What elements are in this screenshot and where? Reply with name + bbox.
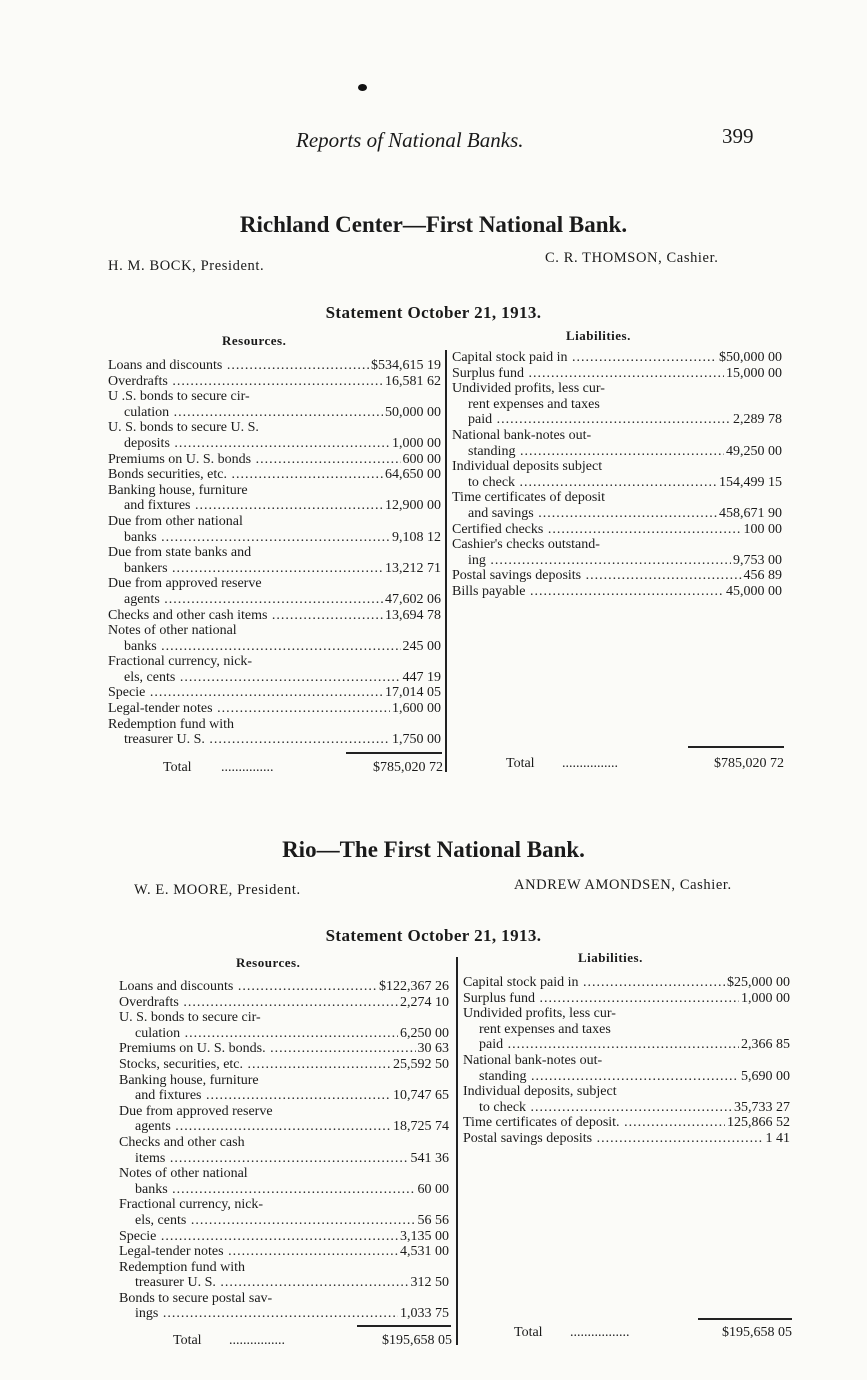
row-label-line: Cashier's checks outstand- xyxy=(452,537,600,553)
row-label-line: Due from approved reserve xyxy=(108,576,262,592)
row-label xyxy=(119,1041,449,1057)
row-label-line: Postal savings deposits ..... xyxy=(463,1131,790,1147)
president: H. M. BOCK, President. xyxy=(108,258,265,274)
ledger-row xyxy=(463,1006,790,1053)
row-amount: 5,690 00 xyxy=(741,1068,790,1084)
row-amount: 541 36 xyxy=(410,1150,449,1166)
row-label-line: treasurer U. S. ..... xyxy=(108,732,441,748)
row-amount: 49,250 00 xyxy=(726,443,782,459)
row-label-line: and fixtures ..... xyxy=(108,498,441,514)
total-label: Total xyxy=(173,1333,202,1348)
row-amount: 245 00 xyxy=(402,638,441,654)
row-label-line: Capital stock paid in ..... xyxy=(452,350,782,366)
row-label-line: Specie ..... xyxy=(108,685,441,701)
ledger-row xyxy=(463,1115,790,1131)
ledger-row xyxy=(452,584,782,600)
ledger-row xyxy=(108,389,441,420)
running-head: Reports of National Banks. xyxy=(296,128,524,152)
ledger-row xyxy=(463,1131,790,1147)
row-label-line: Individual deposits, subject xyxy=(463,1084,617,1100)
row-amount: 3,135 00 xyxy=(400,1228,449,1244)
row-label-line: and fixtures ..... xyxy=(119,1088,449,1104)
cashier: ANDREW AMONDSEN, Cashier. xyxy=(514,877,732,893)
ledger-row xyxy=(108,701,441,717)
row-label-line: ings ..... xyxy=(119,1306,449,1322)
row-label-line: paid ..... xyxy=(463,1037,790,1053)
total-rule xyxy=(357,1325,451,1327)
ledger-row xyxy=(119,1135,449,1166)
row-label-line: and savings ..... xyxy=(452,506,782,522)
ledger-row xyxy=(119,1041,449,1057)
row-label-line: Bonds securities, etc. ..... xyxy=(108,467,441,483)
row-amount: 458,671 90 xyxy=(719,505,782,521)
row-label-line: Loans and discounts ..... xyxy=(108,358,441,374)
row-amount: 9,108 12 xyxy=(392,529,441,545)
row-amount: 456 89 xyxy=(743,568,782,584)
row-amount: 154,499 15 xyxy=(719,474,782,490)
row-label-line: National bank-notes out- xyxy=(463,1052,603,1068)
row-label-line: Stocks, securities, etc. ..... xyxy=(119,1057,449,1073)
row-label xyxy=(119,1197,449,1228)
row-label-line: U. S. bonds to secure U. S. xyxy=(108,420,259,436)
total-amount: $195,658 05 xyxy=(722,1325,792,1340)
page-number: 399 xyxy=(722,124,754,148)
row-label-line: Banking house, furniture xyxy=(119,1072,259,1088)
row-amount: 15,000 00 xyxy=(726,365,782,381)
ledger-row xyxy=(119,1197,449,1228)
ledger-row xyxy=(108,717,441,748)
row-label xyxy=(108,654,441,685)
row-label-line: banks ..... xyxy=(119,1182,449,1198)
row-amount: 13,694 78 xyxy=(385,607,441,623)
row-amount: 447 19 xyxy=(402,669,441,685)
row-label-line: treasurer U. S. ..... xyxy=(119,1275,449,1291)
row-label-line: deposits ..... xyxy=(108,436,441,452)
ledger-row xyxy=(463,991,790,1007)
bank-title: Richland Center—First National Bank. xyxy=(239,212,628,237)
ink-dot xyxy=(358,84,367,91)
row-amount: 18,725 74 xyxy=(393,1119,449,1135)
ledger-row xyxy=(119,1229,449,1245)
ledger-row xyxy=(119,1057,449,1073)
ledger-row xyxy=(119,995,449,1011)
row-label xyxy=(452,522,782,538)
total-amount: $785,020 72 xyxy=(373,760,443,775)
row-amount: 2,289 78 xyxy=(733,412,782,428)
row-amount: 1,000 00 xyxy=(741,990,790,1006)
ledger-row xyxy=(452,568,782,584)
ledger-row xyxy=(463,1053,790,1084)
row-label-line: Notes of other national xyxy=(119,1166,248,1182)
row-amount: 30 63 xyxy=(417,1041,449,1057)
row-amount: 45,000 00 xyxy=(726,583,782,599)
row-amount: 1,033 75 xyxy=(400,1306,449,1322)
row-label-line: Premiums on U. S. bonds ..... xyxy=(108,452,441,468)
row-label-line: culation ..... xyxy=(108,405,441,421)
row-label-line: Legal-tender notes ..... xyxy=(119,1244,449,1260)
ledger-row xyxy=(463,975,790,991)
row-label-line: rent expenses and taxes xyxy=(468,396,600,412)
resources-list xyxy=(108,358,441,748)
ledger-row xyxy=(452,459,782,490)
row-label-line: National bank-notes out- xyxy=(452,427,592,443)
row-label-line: Postal savings deposits ..... xyxy=(452,568,782,584)
row-amount: 4,531 00 xyxy=(400,1244,449,1260)
row-label xyxy=(452,568,782,584)
president: W. E. MOORE, President. xyxy=(134,882,301,898)
ledger-row xyxy=(108,358,441,374)
total-amount: $785,020 72 xyxy=(714,756,784,771)
resources-total: Total ............... $785,020 72 xyxy=(163,760,443,775)
row-label-line: Time certificates of deposit xyxy=(452,490,606,506)
ledger-row xyxy=(108,467,441,483)
row-label-line: standing ..... xyxy=(463,1069,790,1085)
row-label-line: Redemption fund with xyxy=(108,716,234,732)
row-label-line: ing ..... xyxy=(452,553,782,569)
liabilities-heading: Liabilities. xyxy=(566,328,631,343)
ledger-row xyxy=(108,685,441,701)
row-label-line: banks ..... xyxy=(108,530,441,546)
row-label-line: Overdrafts ..... xyxy=(119,995,449,1011)
row-amount: 600 00 xyxy=(402,451,441,467)
ledger-row xyxy=(108,514,441,545)
row-label-line: standing ..... xyxy=(452,444,782,460)
ledger-row xyxy=(452,366,782,382)
ledger-row xyxy=(108,420,441,451)
ledger-row xyxy=(108,654,441,685)
ledger-row xyxy=(452,381,782,428)
ledger-row xyxy=(452,428,782,459)
row-amount: 6,250 00 xyxy=(400,1025,449,1041)
total-amount: $195,658 05 xyxy=(382,1333,452,1348)
row-label xyxy=(108,623,441,654)
ledger-row xyxy=(108,483,441,514)
row-label-line: Premiums on U. S. bonds. ..... xyxy=(119,1041,449,1057)
row-label-line: Banking house, furniture xyxy=(108,482,248,498)
row-label-line: paid ..... xyxy=(452,412,782,428)
row-label-line: Certified checks ..... xyxy=(452,522,782,538)
row-label-line: Due from other national xyxy=(108,513,243,529)
row-label xyxy=(463,1131,790,1147)
total-rule xyxy=(688,746,784,748)
row-label xyxy=(108,452,441,468)
ledger-row xyxy=(463,1084,790,1115)
total-rule xyxy=(346,752,442,754)
row-label-line: culation ..... xyxy=(119,1026,449,1042)
row-amount: 47,602 06 xyxy=(385,591,441,607)
row-label-line: Fractional currency, nick- xyxy=(119,1197,264,1213)
ledger-row xyxy=(119,1104,449,1135)
row-label-line: agents ..... xyxy=(119,1119,449,1135)
row-label-line: Bills payable ..... xyxy=(452,584,782,600)
row-amount: 60 00 xyxy=(417,1181,449,1197)
ledger-row xyxy=(452,490,782,521)
bank-title: Rio—The First National Bank. xyxy=(282,837,585,862)
row-label-line: Individual deposits subject xyxy=(452,459,603,475)
ledger-row xyxy=(108,623,441,654)
row-amount: 1 41 xyxy=(765,1130,790,1146)
row-label-line: rent expenses and taxes xyxy=(479,1021,611,1037)
row-label-line: to check ..... xyxy=(463,1100,790,1116)
ledger-row xyxy=(108,545,441,576)
ledger-row xyxy=(119,1244,449,1260)
ledger-row xyxy=(119,979,449,995)
row-label-line: Overdrafts ..... xyxy=(108,374,441,390)
resources-total: Total ................ $195,658 05 xyxy=(173,1333,452,1348)
ledger-row xyxy=(108,374,441,390)
row-label-line: banks ..... xyxy=(108,639,441,655)
row-label-line: Due from state banks and xyxy=(108,545,252,561)
liabilities-list xyxy=(463,975,790,1147)
resources-heading: Resources. xyxy=(236,955,301,970)
row-amount: 64,650 00 xyxy=(385,467,441,483)
ledger-row xyxy=(119,1010,449,1041)
liabilities-heading: Liabilities. xyxy=(578,950,643,965)
row-amount: $25,000 00 xyxy=(727,975,790,990)
row-amount: 12,900 00 xyxy=(385,498,441,514)
statement-heading: Statement October 21, 1913. xyxy=(325,926,542,945)
total-label: Total xyxy=(514,1325,543,1340)
row-label-line: Redemption fund with xyxy=(119,1259,245,1275)
row-label-line: U .S. bonds to secure cir- xyxy=(108,389,250,405)
row-label-line: Undivided profits, less cur- xyxy=(452,381,605,397)
row-amount: 50,000 00 xyxy=(385,404,441,420)
ledger-row xyxy=(108,452,441,468)
row-label-line: Legal-tender notes ..... xyxy=(108,701,441,717)
liabilities-total: Total ................. $195,658 05 xyxy=(514,1325,792,1340)
row-label-line: Notes of other national xyxy=(108,623,237,639)
row-amount: $122,367 26 xyxy=(379,979,449,994)
row-label-line: U. S. bonds to secure cir- xyxy=(119,1010,261,1026)
total-label: Total xyxy=(163,760,192,775)
row-label-line: Time certificates of deposit. ..... xyxy=(463,1115,790,1131)
row-label-line: Specie ..... xyxy=(119,1229,449,1245)
row-label-line: Loans and discounts ..... xyxy=(119,979,449,995)
ledger-row xyxy=(452,350,782,366)
row-label-line: Checks and other cash xyxy=(119,1134,245,1150)
row-amount: $534,615 19 xyxy=(371,358,441,373)
row-label xyxy=(119,1135,449,1166)
row-amount: 9,753 00 xyxy=(733,552,782,568)
ledger-row xyxy=(108,608,441,624)
ledger-row xyxy=(119,1166,449,1197)
row-amount: 1,750 00 xyxy=(392,732,441,748)
row-label-line: Due from approved reserve xyxy=(119,1103,273,1119)
total-rule xyxy=(698,1318,792,1320)
row-amount: 2,274 10 xyxy=(400,994,449,1010)
row-label-line: Checks and other cash items ..... xyxy=(108,608,441,624)
row-amount: 35,733 27 xyxy=(734,1099,790,1115)
row-amount: 56 56 xyxy=(417,1212,449,1228)
row-amount: 16,581 62 xyxy=(385,373,441,389)
statement-heading: Statement October 21, 1913. xyxy=(325,303,542,322)
resources-list xyxy=(119,979,449,1322)
row-label-line: Fractional currency, nick- xyxy=(108,654,253,670)
row-label-line: els, cents ..... xyxy=(108,670,441,686)
ledger-row xyxy=(452,522,782,538)
row-label xyxy=(119,1260,449,1291)
row-label-line: Surplus fund ..... xyxy=(463,991,790,1007)
liabilities-total: Total ................ $785,020 72 xyxy=(506,756,784,771)
row-amount: 125,866 52 xyxy=(727,1115,790,1131)
ledger-row xyxy=(108,576,441,607)
row-amount: 25,592 50 xyxy=(393,1056,449,1072)
row-label-line: Undivided profits, less cur- xyxy=(463,1006,616,1022)
row-label-line: Bonds to secure postal sav- xyxy=(119,1290,273,1306)
ledger-row xyxy=(119,1291,449,1322)
row-label-line: agents ..... xyxy=(108,592,441,608)
row-label xyxy=(119,1166,449,1197)
resources-heading: Resources. xyxy=(222,333,287,348)
cashier: C. R. THOMSON, Cashier. xyxy=(545,250,719,266)
row-amount: 1,000 00 xyxy=(392,435,441,451)
row-amount: 10,747 65 xyxy=(393,1088,449,1104)
row-amount: 13,212 71 xyxy=(385,560,441,576)
row-amount: 2,366 85 xyxy=(741,1037,790,1053)
total-label: Total xyxy=(506,756,535,771)
ledger-row xyxy=(452,537,782,568)
row-label-line: Surplus fund ..... xyxy=(452,366,782,382)
row-amount: 1,600 00 xyxy=(392,701,441,717)
liabilities-list xyxy=(452,350,782,600)
row-amount: 100 00 xyxy=(743,521,782,537)
row-label-line: bankers ..... xyxy=(108,561,441,577)
row-label-line: items ..... xyxy=(119,1151,449,1167)
row-amount: $50,000 00 xyxy=(719,350,782,365)
row-label-line: els, cents ..... xyxy=(119,1213,449,1229)
column-divider xyxy=(456,957,458,1345)
ledger-row xyxy=(119,1260,449,1291)
column-divider xyxy=(445,350,447,772)
row-amount: 312 50 xyxy=(410,1275,449,1291)
row-label-line: Capital stock paid in ..... xyxy=(463,975,790,991)
ledger-row xyxy=(119,1073,449,1104)
row-amount: 17,014 05 xyxy=(385,685,441,701)
row-label-line: to check ..... xyxy=(452,475,782,491)
